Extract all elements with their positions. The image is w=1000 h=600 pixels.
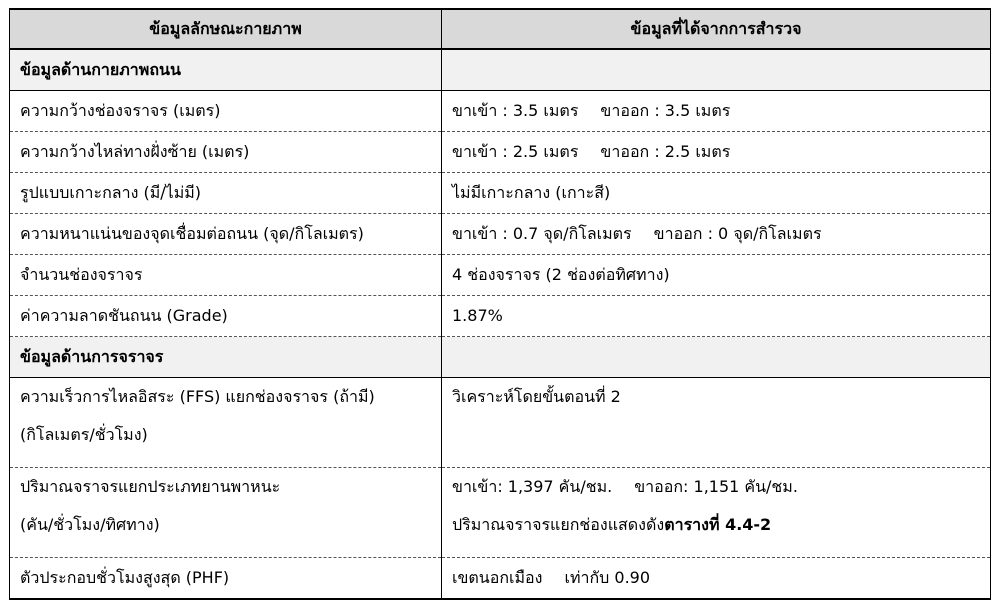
row-value: ขาเข้า : 0.7 จุด/กิโลเมตร ขาออก : 0 จุด/กิโลเมตร [442,214,991,255]
table-row [10,296,991,337]
table-row [10,91,991,132]
section-row-road-physical [10,49,991,91]
row-value: ขาเข้า : 3.5 เมตร ขาออก : 3.5 เมตร [442,91,991,132]
table-header-row [10,9,991,49]
row-label: ความเร็วการไหลอิสระ (FFS) แยกช่องจราจร (ถ้ามี) (กิโลเมตร/ชั่วโมง) [10,378,442,468]
row-label: ค่าความลาดชันถนน (Grade) [10,296,442,337]
header-physical-characteristics: ข้อมูลลักษณะกายภาพ [10,9,442,49]
row-value: ไม่มีเกาะกลาง (เกาะสี) [442,173,991,214]
section-title-traffic: ข้อมูลด้านการจราจร [10,337,442,378]
row-value: 4 ช่องจราจร (2 ช่องต่อทิศทาง) [442,255,991,296]
table-row [10,558,991,600]
section-row-traffic [10,337,991,378]
table-reference: ตารางที่ 4.4-2 [664,515,772,534]
row-value: 1.87% [442,296,991,337]
row-label: ความหนาแน่นของจุดเชื่อมต่อถนน (จุด/กิโลเมตร) [10,214,442,255]
header-survey-data: ข้อมูลที่ได้จากการสำรวจ [442,9,991,49]
row-label: ความกว้างไหล่ทางฝั่งซ้าย (เมตร) [10,132,442,173]
road-characteristics-table [9,8,991,600]
table-row [10,173,991,214]
table-row [10,214,991,255]
section-title-road-physical: ข้อมูลด้านกายภาพถนน [10,49,442,91]
row-label: จำนวนช่องจราจร [10,255,442,296]
row-value: ขาเข้า : 2.5 เมตร ขาออก : 2.5 เมตร [442,132,991,173]
row-label: ความกว้างช่องจราจร (เมตร) [10,91,442,132]
table-row [10,255,991,296]
row-label: รูปแบบเกาะกลาง (มี/ไม่มี) [10,173,442,214]
row-value: เขตนอกเมือง เท่ากับ 0.90 [442,558,991,600]
table-row [10,468,991,558]
row-value: ขาเข้า: 1,397 คัน/ชม. ขาออก: 1,151 คัน/ชม. ปริมาณจราจรแยกช่องแสดงดังตารางที่ 4.4-2 [442,468,991,558]
row-label: ปริมาณจราจรแยกประเภทยานพาหนะ (คัน/ชั่วโมง/ทิศทาง) [10,468,442,558]
row-value: วิเคราะห์โดยขั้นตอนที่ 2 [442,378,991,468]
table-row [10,132,991,173]
table-row [10,378,991,468]
row-label: ตัวประกอบชั่วโมงสูงสุด (PHF) [10,558,442,600]
